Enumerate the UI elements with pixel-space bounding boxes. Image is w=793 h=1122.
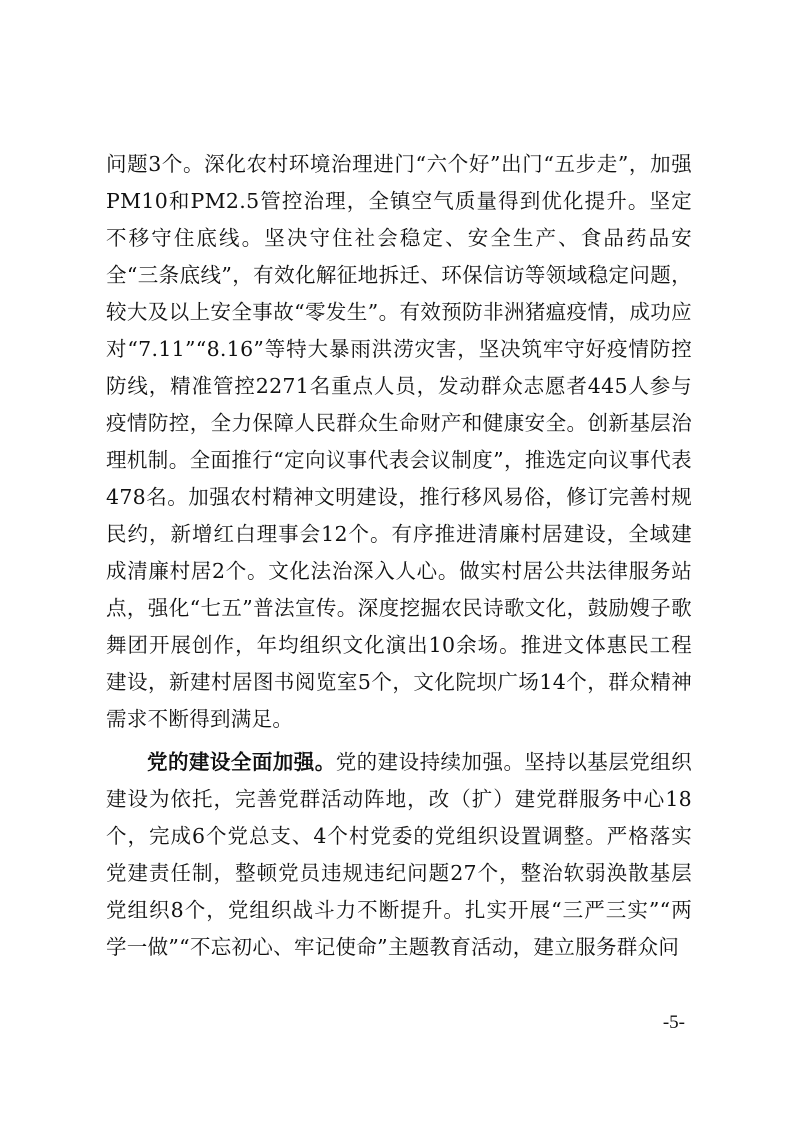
paragraph-continued bbox=[106, 146, 692, 738]
paragraph-text: 问题3个。深化农村环境治理进门“六个好”出门“五步走”，加强PM10和PM2.5管控治理，全镇空气质量得到优化提升。坚定不移守住底线。坚决守住社会稳定、安全生产、食品药品安全“三条底线”，有效化解征地拆迁、环保信访等领域稳定问题，较大及以上安全事故“零发生”。有效预防非洲猪瘟疫情，成功应对“7.11”“8.16”等特大暴雨洪涝灾害，坚决筑牢守好疫情防控防线，精准管控2271名重点人员，发动群众志愿者445人参与疫情防控，全力保障人民群众生命财产和健康安全。创新基层治理机制。全面推行“定向议事代表会议制度”，推选定向议事代表478名。加强农村精神文明建设，推行移风易俗，修订完善村规民约，新增红白理事会12个。有序推进清廉村居建设，全域建成清廉村居2个。文化法治深入人心。做实村居公共法律服务站点，强化“七五”普法宣传。深度挖掘农民诗歌文化，鼓励嫂子歌舞团开展创作，年均组织文化演出10余场。推进文体惠民工程建设，新建村居图书阅览室5个，文化院坝广场14个，群众精神需求不断得到满足。 bbox=[106, 152, 692, 731]
paragraph-text: 党的建设持续加强。坚持以基层党组织建设为依托，完善党群活动阵地，改（扩）建党群服务中心18个，完成6个党总支、4个村党委的党组织设置调整。严格落实党建责任制，整顿党员违规违纪问题27个，整治软弱涣散基层党组织8个，党组织战斗力不断提升。扎实开展“三严三实”“两学一做”“不忘初心、牢记使命”主题教育活动，建立服务群众问 bbox=[106, 750, 692, 959]
paragraph-lead-heading: 党的建设全面加强。 bbox=[147, 750, 336, 774]
document-body bbox=[106, 146, 692, 966]
page-number: -5- bbox=[662, 1012, 685, 1033]
paragraph-party-building bbox=[106, 744, 692, 966]
